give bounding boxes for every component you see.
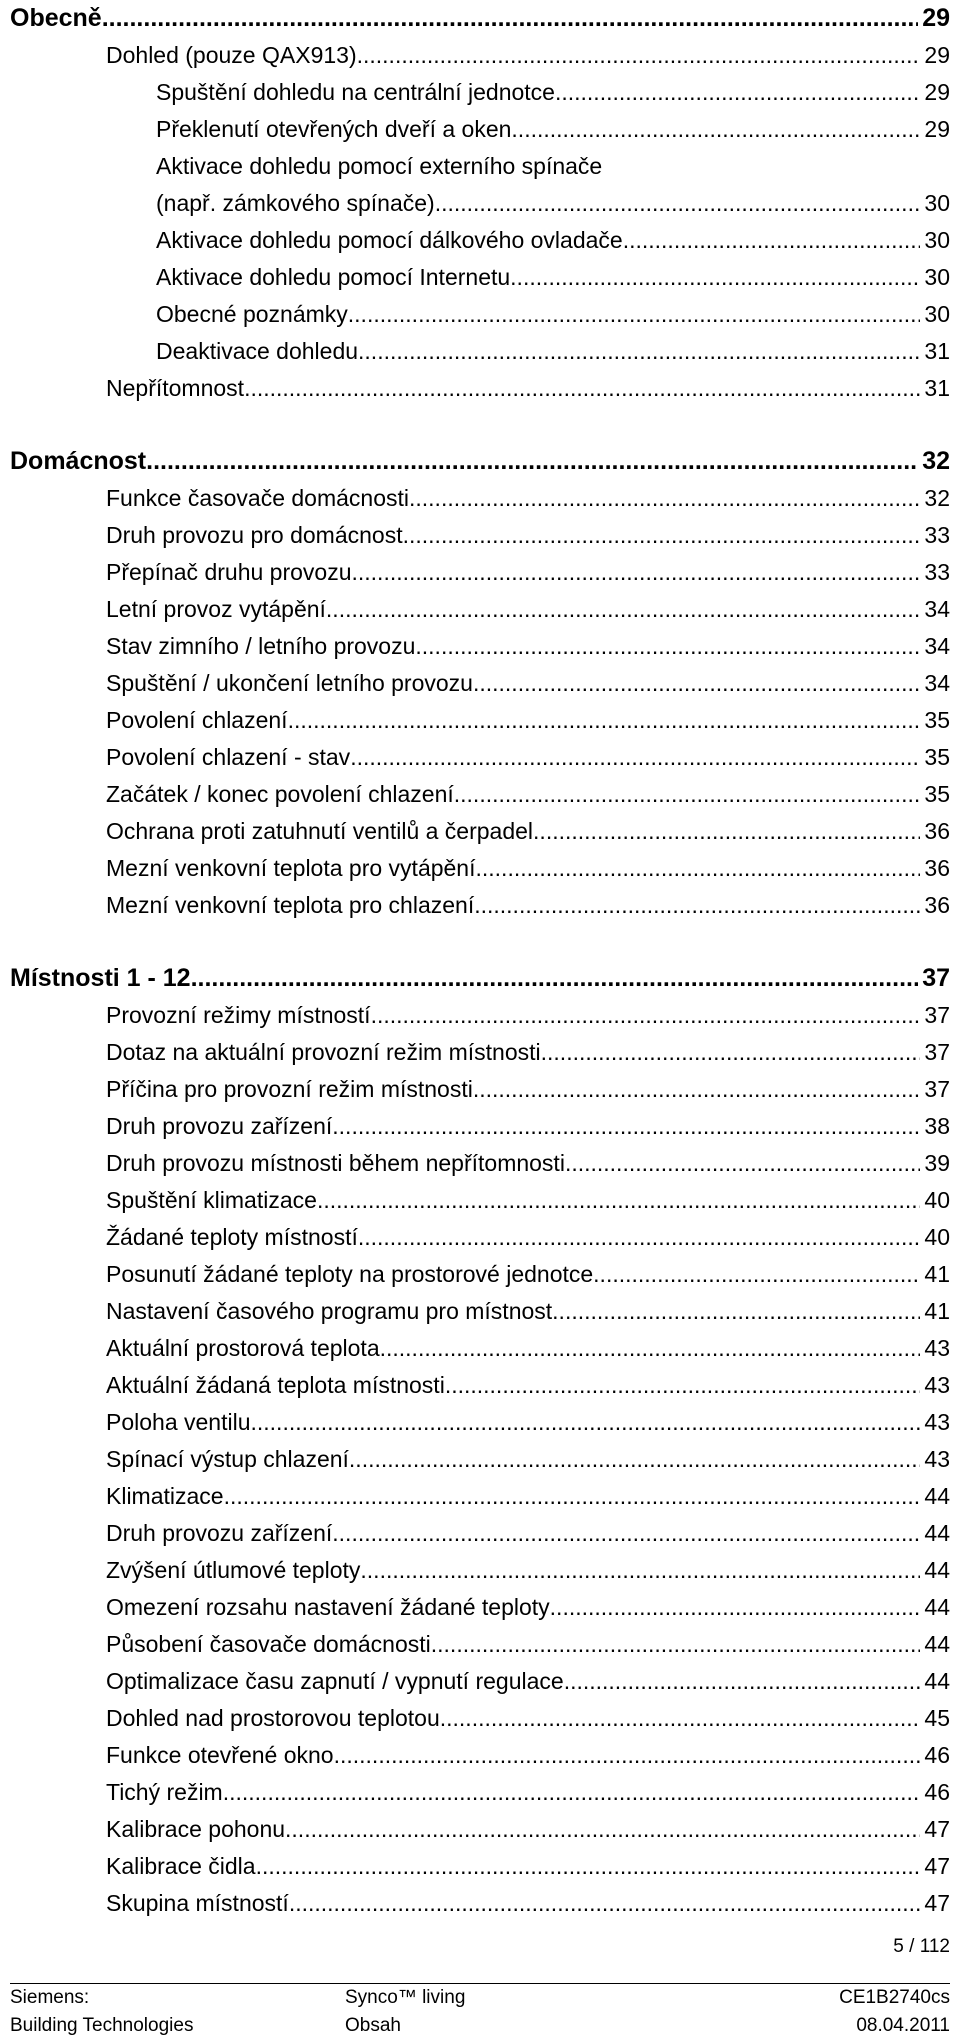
toc-entry-title: Aktuální žádaná teplota místnosti — [106, 1372, 445, 1398]
toc-entry-title: Povolení chlazení - stav — [106, 744, 351, 770]
toc-entry-page: 43 — [924, 1372, 950, 1398]
toc-entry-page: 32 — [922, 447, 950, 475]
toc-entry-title: Druh provozu zařízení — [106, 1113, 333, 1139]
footer-row — [10, 1984, 950, 2012]
toc-entry[interactable] — [10, 480, 950, 517]
toc-leader-dots — [533, 813, 920, 850]
toc-entry-page: 31 — [924, 338, 950, 364]
toc-entry[interactable] — [10, 296, 950, 333]
toc-entry[interactable] — [10, 1182, 950, 1219]
toc-entry-page: 34 — [924, 633, 950, 659]
toc-leader-dots — [317, 1182, 920, 1219]
toc-entry-title: Překlenutí otevřených dveří a oken — [156, 116, 512, 142]
toc-leader-dots — [623, 222, 921, 259]
toc-entry-title: Obecné poznámky — [156, 301, 348, 327]
toc-entry[interactable] — [10, 259, 950, 296]
toc-entry-page: 44 — [924, 1631, 950, 1657]
toc-entry-title: Spuštění klimatizace — [106, 1187, 317, 1213]
toc-entry-title: Druh provozu místnosti během nepřítomnosti — [106, 1150, 565, 1176]
toc-entry-title: Dohled nad prostorovou teplotou — [106, 1705, 440, 1731]
toc-entry-title: Mezní venkovní teplota pro chlazení — [106, 892, 475, 918]
toc-entry-page: 29 — [924, 79, 950, 105]
toc-leader-dots — [473, 665, 920, 702]
footer-date: 08.04.2011 — [856, 2015, 950, 2036]
toc-entry-page: 46 — [924, 1779, 950, 1805]
toc-entry-title: Příčina pro provozní režim místnosti — [106, 1076, 473, 1102]
toc-entry[interactable] — [10, 739, 950, 776]
toc-entry-continuation[interactable] — [10, 185, 950, 222]
toc-entry-title: Skupina místností — [106, 1890, 289, 1916]
toc-entry-page: 44 — [924, 1594, 950, 1620]
toc-entry-page: 35 — [924, 781, 950, 807]
toc-entry-title: Povolení chlazení — [106, 707, 288, 733]
toc-entry-page: 37 — [924, 1039, 950, 1065]
toc-leader-dots — [224, 1478, 921, 1515]
toc-leader-dots — [334, 1737, 921, 1774]
toc-entry-title: Nastavení časového programu pro místnost — [106, 1298, 553, 1324]
toc-entry-title: Spuštění / ukončení letního provozu — [106, 670, 473, 696]
toc-entry-title: Druh provozu zařízení — [106, 1520, 333, 1546]
toc-leader-dots — [409, 480, 920, 517]
toc-entry-page: 30 — [924, 227, 950, 253]
toc-leader-dots — [256, 1848, 921, 1885]
toc-entry[interactable] — [10, 1256, 950, 1293]
toc-entry[interactable] — [10, 1811, 950, 1848]
toc-entry[interactable] — [10, 1552, 950, 1589]
toc-entry[interactable] — [10, 1589, 950, 1626]
toc-entry-title: Zvýšení útlumové teploty — [106, 1557, 361, 1583]
toc-entry[interactable] — [10, 997, 950, 1034]
toc-entry-page: 33 — [924, 522, 950, 548]
toc-entry-page: 45 — [924, 1705, 950, 1731]
toc-entry-page: 32 — [924, 485, 950, 511]
toc-entry[interactable] — [10, 628, 950, 665]
toc-entry[interactable] — [10, 333, 950, 370]
toc-entry-page: 40 — [924, 1187, 950, 1213]
toc-entry-page: 41 — [924, 1298, 950, 1324]
footer-division: Building Technologies — [10, 2015, 194, 2036]
toc-entry[interactable] — [10, 111, 950, 148]
toc-entry-page: 47 — [924, 1890, 950, 1916]
toc-leader-dots — [244, 370, 920, 407]
toc-entry-title: Žádané teploty místností — [106, 1224, 358, 1250]
toc-leader-dots — [454, 776, 921, 813]
toc-entry-page: 34 — [924, 596, 950, 622]
footer-doc-id: CE1B2740cs — [839, 1987, 950, 2008]
toc-entry-page: 29 — [924, 116, 950, 142]
toc-entry-title: Místnosti 1 - 12 — [10, 964, 191, 992]
toc-entry[interactable] — [10, 702, 950, 739]
toc-entry-title: Optimalizace času zapnutí / vypnutí regulace — [106, 1668, 564, 1694]
toc-entry[interactable] — [10, 813, 950, 850]
toc-entry[interactable] — [10, 222, 950, 259]
section-gap — [10, 924, 950, 960]
toc-entry-page: 43 — [924, 1446, 950, 1472]
toc-entry[interactable] — [10, 1404, 950, 1441]
toc-leader-dots — [564, 1663, 921, 1700]
toc-entry-title: Klimatizace — [106, 1483, 224, 1509]
toc-leader-dots — [403, 517, 921, 554]
toc-entry[interactable] — [10, 1034, 950, 1071]
toc-entry-title: Provozní režimy místností — [106, 1002, 371, 1028]
toc-entry-title: Nepřítomnost — [106, 375, 245, 401]
toc-entry[interactable] — [10, 1145, 950, 1182]
toc-leader-dots — [352, 554, 921, 591]
toc-leader-dots — [476, 850, 921, 887]
toc-entry-title: Poloha ventilu — [106, 1409, 251, 1435]
toc-entry-title: Začátek / konec povolení chlazení — [106, 781, 454, 807]
toc-entry[interactable] — [10, 1737, 950, 1774]
toc-entry[interactable] — [10, 1774, 950, 1811]
toc-leader-dots — [360, 1552, 920, 1589]
toc-entry-page: 38 — [924, 1113, 950, 1139]
toc-entry[interactable] — [10, 665, 950, 702]
toc-entry-page: 33 — [924, 559, 950, 585]
toc-entry[interactable] — [10, 1478, 950, 1515]
toc-leader-dots — [350, 739, 920, 776]
table-of-contents — [10, 0, 950, 1922]
toc-entry-page: 46 — [924, 1742, 950, 1768]
toc-entry-page: 44 — [924, 1483, 950, 1509]
toc-leader-dots — [415, 628, 920, 665]
toc-entry-title: Posunutí žádané teploty na prostorové jednotce — [106, 1261, 594, 1287]
toc-entry-page: 37 — [924, 1002, 950, 1028]
toc-leader-dots — [251, 1404, 921, 1441]
toc-entry-title: Obecně — [10, 4, 102, 32]
toc-entry[interactable] — [10, 1663, 950, 1700]
toc-entry-page: 29 — [922, 4, 950, 32]
toc-entry[interactable] — [10, 591, 950, 628]
toc-leader-dots — [431, 1626, 921, 1663]
toc-entry-title: Působení časovače domácnosti — [106, 1631, 431, 1657]
toc-entry-page: 36 — [924, 818, 950, 844]
toc-entry[interactable] — [10, 554, 950, 591]
toc-leader-dots — [445, 1367, 921, 1404]
toc-leader-dots — [550, 1589, 921, 1626]
toc-entry[interactable] — [10, 1885, 950, 1922]
toc-entry-title: Letní provoz vytápění — [106, 596, 326, 622]
toc-leader-dots — [593, 1256, 920, 1293]
footer-row — [10, 2012, 950, 2040]
toc-entry[interactable] — [10, 1330, 950, 1367]
toc-entry-title: Spuštění dohledu na centrální jednotce — [156, 79, 555, 105]
toc-entry-title: Tichý režim — [106, 1779, 223, 1805]
toc-entry-page: 37 — [924, 1076, 950, 1102]
toc-entry-page: 35 — [924, 707, 950, 733]
toc-entry-page: 34 — [924, 670, 950, 696]
toc-entry-page: 36 — [924, 855, 950, 881]
page-footer — [10, 1983, 950, 2040]
toc-entry-title: Domácnost — [10, 447, 147, 475]
toc-leader-dots — [289, 1885, 921, 1922]
toc-entry-page: 30 — [924, 301, 950, 327]
toc-entry-title: Spínací výstup chlazení — [106, 1446, 349, 1472]
toc-entry[interactable] — [10, 1367, 950, 1404]
toc-entry-page: 43 — [924, 1335, 950, 1361]
toc-leader-dots — [565, 1145, 920, 1182]
toc-entry-page: 44 — [924, 1520, 950, 1546]
toc-leader-dots — [348, 296, 921, 333]
toc-entry-title: Dohled (pouze QAX913) — [106, 42, 357, 68]
toc-leader-dots — [541, 1034, 921, 1071]
toc-leader-dots — [435, 185, 921, 222]
toc-leader-dots — [510, 259, 920, 296]
toc-entry[interactable] — [10, 37, 950, 74]
toc-leader-dots — [332, 1108, 920, 1145]
toc-entry[interactable] — [10, 370, 950, 407]
toc-entry-page: 40 — [924, 1224, 950, 1250]
toc-entry-page: 35 — [924, 744, 950, 770]
toc-entry-title: Druh provozu pro domácnost — [106, 522, 403, 548]
toc-entry-title: Přepínač druhu provozu — [106, 559, 352, 585]
toc-entry-page: 31 — [924, 375, 950, 401]
toc-leader-dots — [357, 37, 921, 74]
toc-entry-title: Aktivace dohledu pomocí dálkového ovladače — [156, 227, 623, 253]
toc-entry[interactable] — [10, 1626, 950, 1663]
toc-leader-dots — [349, 1441, 920, 1478]
toc-leader-dots — [326, 591, 920, 628]
toc-entry[interactable] — [10, 1700, 950, 1737]
toc-entry[interactable] — [10, 74, 950, 111]
toc-entry-page: 47 — [924, 1853, 950, 1879]
toc-entry-page: 36 — [924, 892, 950, 918]
toc-entry[interactable] — [10, 1293, 950, 1330]
toc-leader-dots — [191, 960, 919, 997]
toc-entry-page: 29 — [924, 42, 950, 68]
toc-entry-page: 37 — [922, 964, 950, 992]
toc-leader-dots — [288, 702, 921, 739]
toc-entry[interactable] — [10, 1071, 950, 1108]
toc-leader-dots — [285, 1811, 920, 1848]
toc-entry-title: Aktivace dohledu pomocí externího spínače — [156, 153, 603, 179]
toc-entry-page: 44 — [924, 1668, 950, 1694]
toc-entry[interactable] — [10, 1515, 950, 1552]
toc-entry-title: Aktuální prostorová teplota — [106, 1335, 380, 1361]
toc-entry-title: Kalibrace pohonu — [106, 1816, 286, 1842]
toc-leader-dots — [474, 887, 920, 924]
footer-section: Obsah — [345, 2015, 401, 2036]
toc-leader-dots — [552, 1293, 920, 1330]
toc-entry-title: Stav zimního / letního provozu — [106, 633, 416, 659]
toc-entry[interactable] — [10, 148, 950, 185]
toc-entry-page: 39 — [924, 1150, 950, 1176]
toc-entry-title: (např. zámkového spínače) — [156, 190, 435, 216]
toc-entry[interactable] — [10, 443, 950, 480]
toc-entry[interactable] — [10, 776, 950, 813]
toc-leader-dots — [440, 1700, 921, 1737]
toc-entry-page: 47 — [924, 1816, 950, 1842]
toc-entry[interactable] — [10, 850, 950, 887]
toc-entry-page: 44 — [924, 1557, 950, 1583]
page-number: 5 / 112 — [893, 1936, 950, 1957]
toc-leader-dots — [146, 443, 918, 480]
toc-entry[interactable] — [10, 517, 950, 554]
footer-company: Siemens: — [10, 1987, 90, 2008]
toc-leader-dots — [358, 1219, 921, 1256]
toc-entry[interactable] — [10, 1108, 950, 1145]
toc-leader-dots — [380, 1330, 921, 1367]
toc-entry[interactable] — [10, 1219, 950, 1256]
toc-entry[interactable] — [10, 887, 950, 924]
toc-entry[interactable] — [10, 960, 950, 997]
toc-entry-page: 43 — [924, 1409, 950, 1435]
toc-entry-title: Aktivace dohledu pomocí Internetu — [156, 264, 511, 290]
toc-entry[interactable] — [10, 0, 950, 37]
toc-leader-dots — [102, 0, 918, 37]
toc-entry-title: Deaktivace dohledu — [156, 338, 359, 364]
toc-entry-title: Kalibrace čidla — [106, 1853, 256, 1879]
toc-entry-page: 41 — [924, 1261, 950, 1287]
toc-leader-dots — [555, 74, 920, 111]
toc-entry-title: Funkce časovače domácnosti — [106, 485, 409, 511]
toc-entry[interactable] — [10, 1848, 950, 1885]
toc-entry[interactable] — [10, 1441, 950, 1478]
toc-leader-dots — [358, 333, 920, 370]
toc-entry-title: Omezení rozsahu nastavení žádané teploty — [106, 1594, 550, 1620]
toc-entry-title: Ochrana proti zatuhnutí ventilů a čerpadel — [106, 818, 534, 844]
toc-entry-page: 30 — [924, 190, 950, 216]
toc-entry-title: Funkce otevřené okno — [106, 1742, 334, 1768]
footer-product: Synco™ living — [345, 1987, 466, 2008]
toc-leader-dots — [371, 997, 921, 1034]
section-gap — [10, 407, 950, 443]
toc-leader-dots — [223, 1774, 921, 1811]
toc-leader-dots — [332, 1515, 920, 1552]
toc-entry-page: 30 — [924, 264, 950, 290]
toc-leader-dots — [511, 111, 920, 148]
toc-entry-title: Dotaz na aktuální provozní režim místnosti — [106, 1039, 541, 1065]
toc-entry-title: Mezní venkovní teplota pro vytápění — [106, 855, 476, 881]
toc-leader-dots — [473, 1071, 921, 1108]
